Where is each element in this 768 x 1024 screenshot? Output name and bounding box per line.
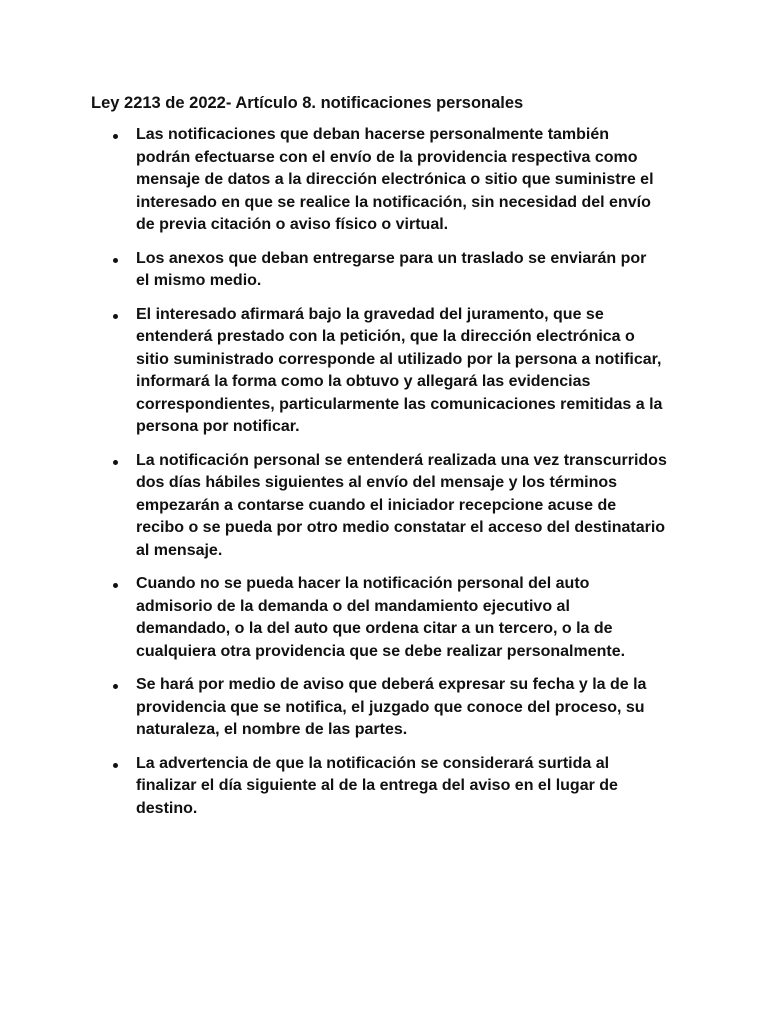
bullet-icon xyxy=(113,460,118,465)
bullet-icon xyxy=(113,258,118,263)
list-item-text: Los anexos que deban entregarse para un traslado se enviarán por el mismo medio. xyxy=(136,249,647,289)
list-item xyxy=(136,124,676,237)
bullet-icon xyxy=(113,763,118,768)
list-item xyxy=(136,573,676,663)
list-item-text: Se hará por medio de aviso que deberá expresar su fecha y la de la providencia que se notifica, el juzgado que conoce del proceso, su naturaleza, el nombre de las partes. xyxy=(136,676,647,738)
list-item xyxy=(136,304,676,439)
bullet-icon xyxy=(113,134,118,139)
list-item xyxy=(136,753,676,821)
bullet-icon xyxy=(113,314,118,319)
list-item-text: Cuando no se pueda hacer la notificación personal del auto admisorio de la demanda o del mandamiento ejecutivo al demandado, o la del auto que ordena citar a un tercero, o la de cualquiera otra providencia que se debe realizar personalmente. xyxy=(136,575,626,660)
document-title: Ley 2213 de 2022- Artículo 8. notificaciones personales xyxy=(91,94,524,112)
list-item-text: El interesado afirmará bajo la gravedad del juramento, que se entenderá prestado con la petición, que la dirección electrónica o sitio suministrado corresponde al utilizado por la persona a notificar, informará la forma como la obtuvo y allegará las evidencias correspondientes, particularmente las comunicaciones remitidas a la persona por notificar. xyxy=(136,305,663,435)
list-item-text: La advertencia de que la notificación se considerará surtida al finalizar el día siguiente al de la entrega del aviso en el lugar de destino. xyxy=(136,754,618,817)
list-item xyxy=(136,248,676,293)
bullet-icon xyxy=(113,684,118,689)
list-item xyxy=(136,674,676,742)
list-item xyxy=(136,450,676,563)
list-item-text: Las notificaciones que deban hacerse personalmente también podrán efectuarse con el envío de la providencia respectiva como mensaje de datos a la dirección electrónica o sitio que suministre el interesado en que se realice la notificación, sin necesidad del envío de previa citación o aviso físico o virtual. xyxy=(136,126,654,233)
list-item-text: La notificación personal se entenderá realizada una vez transcurridos dos días hábiles siguientes al envío del mensaje y los términos empezarán a contarse cuando el iniciador recepcione acuse de recibo o se pueda por otro medio constatar el acceso del destinatario al mensaje. xyxy=(136,451,667,559)
bullet-icon xyxy=(113,583,118,588)
bullet-list xyxy=(136,124,676,831)
